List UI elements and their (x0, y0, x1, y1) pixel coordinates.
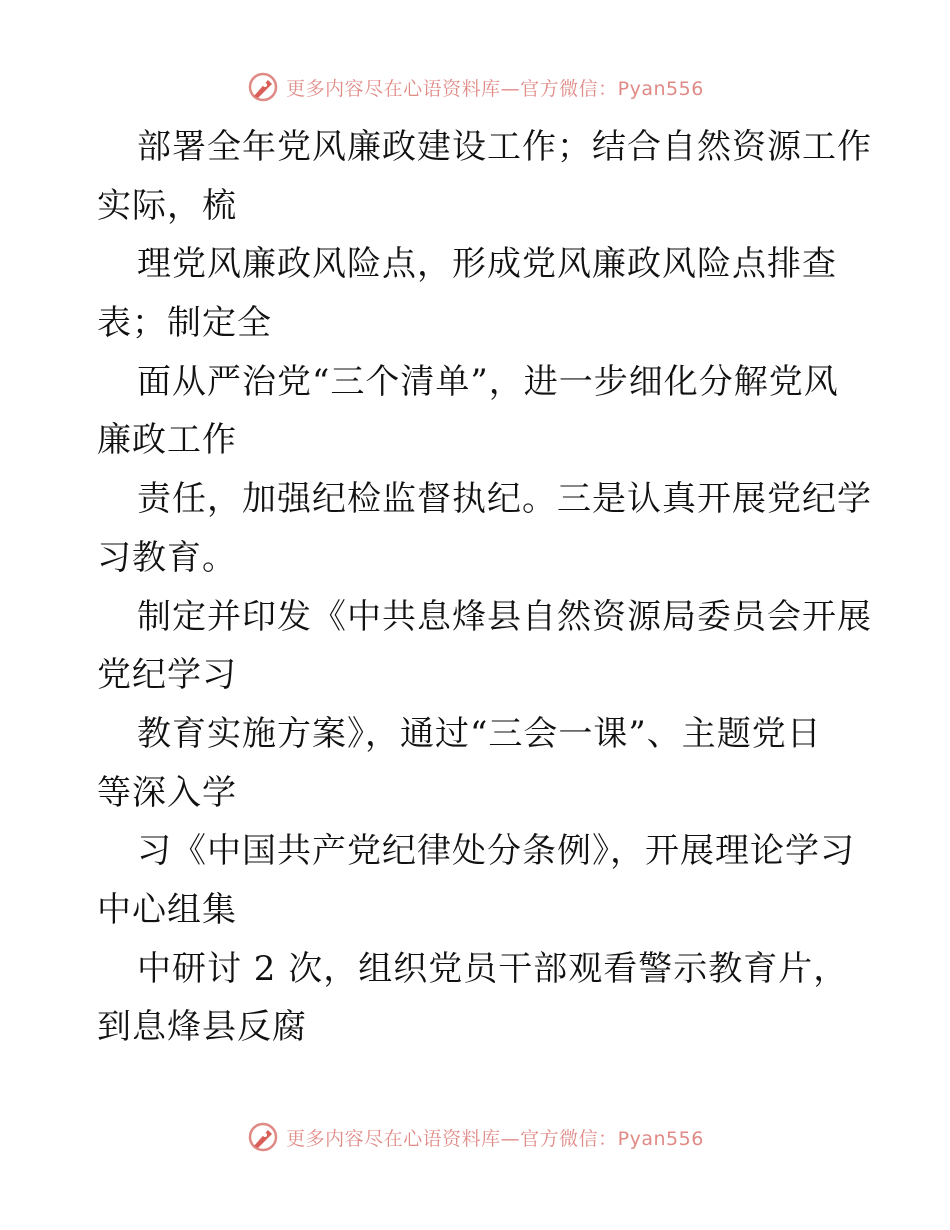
text-line: 习《中国共产党纪律处分条例》，开展理论学习 (137, 831, 855, 872)
text-line: 理党风廉政风险点，形成党风廉政风险点排查 (137, 244, 837, 285)
text-line: 到息烽县反腐 (97, 1007, 307, 1048)
text-line: 党纪学习 (97, 655, 237, 696)
text-line: 中心组集 (97, 889, 237, 930)
text-line: 教育实施方案》，通过“三会一课”、主题党日 (137, 713, 822, 754)
text-line: 制定并印发《中共息烽县自然资源局委员会开展 (137, 596, 872, 637)
text-line: 习教育。 (97, 537, 237, 578)
text-line: 表；制定全 (97, 303, 272, 344)
text-line: 责任，加强纪检监督执纪。三是认真开展党纪学 (137, 479, 872, 520)
document-body (97, 118, 872, 1057)
text-line: 实际，梳 (97, 185, 237, 226)
watermark-text: 更多内容尽在心语资料库—官方微信：Pyan556 (286, 1127, 704, 1150)
text-line: 等深入学 (97, 772, 237, 813)
text-line: 面从严治党“三个清单”，进一步细化分解党风 (137, 361, 839, 402)
pen-nib-logo-icon (246, 1120, 280, 1154)
pen-nib-logo-icon (246, 70, 280, 104)
text-line: 中研讨 2 次，组织党员干部观看警示教育片， (137, 948, 849, 989)
text-line: 廉政工作 (97, 420, 237, 461)
footer-watermark (0, 1120, 950, 1154)
header-watermark (0, 70, 950, 104)
text-line: 部署全年党风廉政建设工作；结合自然资源工作 (137, 127, 872, 167)
watermark-text: 更多内容尽在心语资料库—官方微信：Pyan556 (286, 77, 704, 100)
